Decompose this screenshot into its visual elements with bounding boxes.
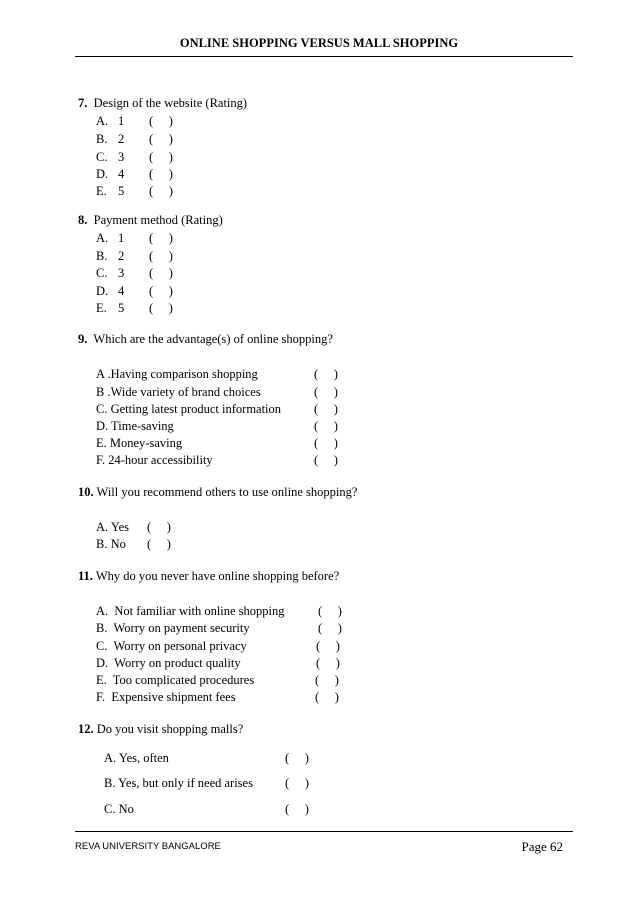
q11-option-checkbox[interactable]: ( ) — [315, 673, 339, 687]
q8-option-checkbox[interactable]: ( ) — [149, 266, 173, 280]
footer-rule — [75, 831, 573, 832]
q8-option-text: 5 — [118, 301, 125, 315]
q7-option-text: 1 — [118, 114, 125, 128]
q12-option-checkbox[interactable]: ( ) — [285, 776, 309, 790]
question-7 — [78, 97, 247, 110]
question-number: 10. — [78, 485, 94, 499]
q7-option-checkbox[interactable]: ( ) — [149, 184, 173, 198]
q8-option-text: 4 — [118, 284, 125, 298]
q7-option-checkbox[interactable]: ( ) — [149, 167, 173, 181]
q11-option-checkbox[interactable]: ( ) — [316, 656, 340, 670]
q11-option-checkbox[interactable]: ( ) — [315, 690, 339, 704]
q9-option-text: E. Money-saving — [96, 436, 183, 450]
q9-option-text: A .Having comparison shopping — [96, 367, 258, 381]
q7-option-label: D. — [96, 167, 109, 181]
q11-option-checkbox[interactable]: ( ) — [316, 639, 340, 653]
footer-university: REVA UNIVERSITY BANGALORE — [75, 841, 221, 852]
q11-option-text: F. Expensive shipment fees — [96, 690, 236, 704]
q10-option-checkbox[interactable]: ( ) — [147, 520, 171, 534]
question-8 — [78, 214, 223, 227]
q8-option-label: E. — [96, 301, 107, 315]
q7-option-text: 5 — [118, 184, 125, 198]
q7-option-text: 3 — [118, 150, 125, 164]
question-text: Which are the advantage(s) of online shopping? — [93, 332, 333, 346]
q11-option-text: B. Worry on payment security — [96, 621, 250, 635]
question-number: 8. — [78, 213, 88, 227]
q8-option-label: B. — [96, 249, 108, 263]
q12-option-checkbox[interactable]: ( ) — [285, 751, 309, 765]
footer-page-number: Page 62 — [521, 839, 563, 854]
q11-option-checkbox[interactable]: ( ) — [318, 604, 342, 618]
q9-option-text: D. Time-saving — [96, 419, 174, 433]
q8-option-checkbox[interactable]: ( ) — [149, 249, 173, 263]
page-header-title: ONLINE SHOPPING VERSUS MALL SHOPPING — [179, 36, 459, 50]
q8-option-text: 1 — [118, 231, 125, 245]
q9-option-checkbox[interactable]: ( ) — [314, 385, 338, 399]
question-text: Design of the website (Rating) — [93, 96, 248, 110]
q7-option-checkbox[interactable]: ( ) — [149, 132, 173, 146]
q8-option-label: C. — [96, 266, 108, 280]
question-number: 12. — [78, 722, 94, 736]
q8-option-label: A. — [96, 231, 109, 245]
q7-option-label: A. — [96, 114, 109, 128]
q9-option-checkbox[interactable]: ( ) — [314, 419, 338, 433]
q9-option-text: F. 24-hour accessibility — [96, 453, 213, 467]
q8-option-checkbox[interactable]: ( ) — [149, 284, 173, 298]
q7-option-checkbox[interactable]: ( ) — [149, 114, 173, 128]
q11-option-checkbox[interactable]: ( ) — [318, 621, 342, 635]
q9-option-text: B .Wide variety of brand choices — [96, 385, 261, 399]
q8-option-checkbox[interactable]: ( ) — [149, 301, 173, 315]
q9-option-checkbox[interactable]: ( ) — [314, 402, 338, 416]
q7-option-label: C. — [96, 150, 108, 164]
q8-option-text: 3 — [118, 266, 125, 280]
q7-option-label: E. — [96, 184, 107, 198]
question-11 — [78, 570, 339, 583]
question-text: Payment method (Rating) — [93, 213, 223, 227]
q10-option-checkbox[interactable]: ( ) — [147, 537, 171, 551]
header-rule — [75, 56, 573, 57]
q12-option-text: A. Yes, often — [104, 751, 169, 765]
q8-option-text: 2 — [118, 249, 125, 263]
question-10 — [78, 486, 357, 499]
q11-option-text: D. Worry on product quality — [96, 656, 241, 670]
q12-option-text: C. No — [104, 802, 134, 816]
question-12 — [78, 723, 243, 736]
q9-option-text: C. Getting latest product information — [96, 402, 282, 416]
q8-option-label: D. — [96, 284, 109, 298]
q11-option-text: A. Not familiar with online shopping — [96, 604, 285, 618]
question-number: 7. — [78, 96, 88, 110]
q9-option-checkbox[interactable]: ( ) — [314, 436, 338, 450]
q7-option-text: 2 — [118, 132, 125, 146]
q7-option-label: B. — [96, 132, 108, 146]
q8-option-checkbox[interactable]: ( ) — [149, 231, 173, 245]
q7-option-checkbox[interactable]: ( ) — [149, 150, 173, 164]
question-text: Why do you never have online shopping before? — [95, 569, 340, 583]
question-text: Will you recommend others to use online shopping? — [96, 485, 358, 499]
q12-option-text: B. Yes, but only if need arises — [104, 776, 253, 790]
q9-option-checkbox[interactable]: ( ) — [314, 367, 338, 381]
q11-option-text: C. Worry on personal privacy — [96, 639, 247, 653]
q10-option-text: B. No — [96, 537, 126, 551]
q12-option-checkbox[interactable]: ( ) — [285, 802, 309, 816]
question-number: 9. — [78, 332, 88, 346]
q11-option-text: E. Too complicated procedures — [96, 673, 255, 687]
q10-option-text: A. Yes — [96, 520, 130, 534]
question-text: Do you visit shopping malls? — [96, 722, 244, 736]
question-9 — [78, 333, 333, 346]
q7-option-text: 4 — [118, 167, 125, 181]
q9-option-checkbox[interactable]: ( ) — [314, 453, 338, 467]
question-number: 11. — [78, 569, 93, 583]
